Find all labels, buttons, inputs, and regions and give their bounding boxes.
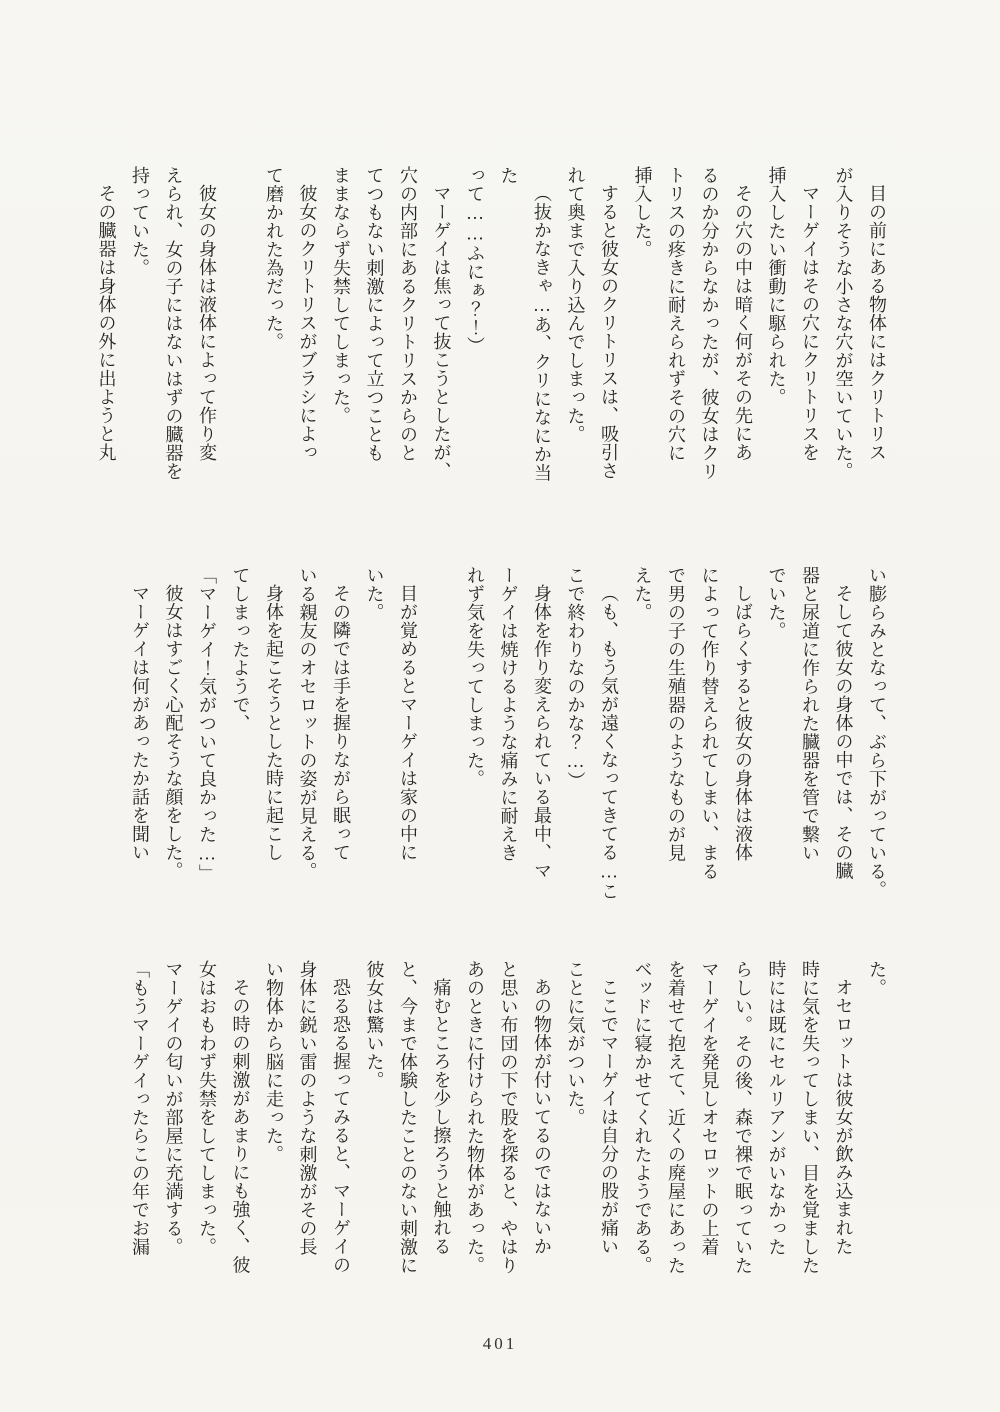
text-column: が入りそうな小さな穴が空いていた。 [833,166,854,481]
text-column: てしまったようで、 [230,566,251,733]
text-column: マーゲイは焦って抜こうとしたが、 [431,184,452,480]
text-column: マーゲイの匂いが部屋に充満する。 [163,960,184,1256]
text-column: によって作り替えられてしまい、まる [699,566,720,881]
text-column: いた。 [364,566,385,622]
text-column: た。 [867,960,887,997]
text-column: 身体を起こそうとした時に起こし [264,584,284,862]
text-band-bottom [121,960,893,1282]
text-column: 穴の内部にあるクリトリスからのと [398,166,418,462]
text-column: 彼女はすごく心配そうな顔をした。 [163,584,184,880]
text-column: と思い布団の下で股を探ると、やはり [498,960,519,1275]
text-column: あの物体が付いてるのではないか [532,978,552,1256]
text-column: その時の刺激があまりにも強く、彼 [230,978,251,1274]
text-column: （抜かなきゃ…あ、クリになにか当た [498,166,552,482]
blank-separator-column [424,566,458,904]
text-column: と、今まで体験したことのない刺激に [398,960,418,1275]
text-column: を着せて抱えて、近くの廃屋にあった [666,960,686,1275]
text-column: オセロットは彼女が飲み込まれた [833,978,854,1256]
text-band-middle [121,566,893,904]
text-column: てつもない刺激によって立つことも [364,166,385,462]
text-column: トリスの疼きに耐えられずその穴に [666,166,686,462]
text-column: 器と尿道に作られた臓器を管で繋い [800,566,820,862]
text-column: ベッドに寝かせてくれたようである。 [632,960,653,1275]
text-column: ことに気がついた。 [565,960,586,1127]
text-column: るのか分からなかったが、彼女はクリ [699,166,720,481]
text-column: あのときに付けられた物体があった。 [465,960,485,1275]
page-number: 401 [482,1334,518,1353]
blank-separator-column [223,166,257,488]
text-column: で男の子の生殖器のようなものが見 [666,566,686,862]
text-column: 恐る恐る握ってみると、マーゲイの [331,978,351,1274]
text-column: 挿入したい衝動に駆られた。 [766,166,787,407]
text-column: ここでマーゲイは自分の股が痛い [599,978,619,1256]
text-column: 挿入した。 [632,166,653,259]
text-column: 女はおもわず失禁をしてしまった。 [197,960,217,1256]
text-column: 持っていた。 [130,166,150,277]
text-column: れて奥まで入り込んでしまった。 [565,166,586,444]
text-column: 「もうマーゲイったらこの年でお漏 [130,960,150,1256]
text-column: らしい。その後、森で裸で眠っていた [733,960,753,1275]
text-column: （も、もう気が遠くなってきてる…こ [599,584,619,901]
text-column: って……ふにぁ？！） [465,166,485,355]
text-column: マーゲイを発見しオセロットの上着 [699,960,720,1256]
text-column: 目の前にある物体にはクリトリス [867,184,887,462]
text-column: て磨かれた為だった。 [264,166,284,351]
text-column: マーゲイは何があったか話を聞い [130,584,150,862]
text-column: でいた。 [766,566,787,640]
text-column: こで終わりなのかな？…） [565,566,586,790]
text-column: 目が覚めるとマーゲイは家の中に [398,584,418,862]
text-column: いる親友のオセロットの姿が見える。 [297,566,318,881]
text-column: 彼女の身体は液体によって作り変 [197,184,217,462]
text-column: い膨らみとなって、ぶら下がっている。 [867,566,887,899]
text-column: その臓器は身体の外に出ようと丸 [96,184,117,462]
text-column: その穴の中は暗く何がその先にあ [733,184,753,462]
text-column: 時に気を失ってしまい、目を覚ました [800,960,820,1275]
text-column: 「マーゲイ！気がついて良かった…」 [197,566,217,883]
text-column: 時には既にセルリアンがいなかった [766,960,787,1256]
text-column: えられ、女の子にはないはずの臓器を [163,166,184,481]
text-band-top [96,166,893,488]
text-column: えた。 [632,566,653,622]
text-column: 彼女は驚いた。 [364,960,385,1090]
text-column: ーゲイは焼けるような痛みに耐えき [498,566,519,862]
text-column: すると彼女のクリトリスは、吸引さ [599,184,619,480]
text-column: その隣では手を握りながら眠って [331,584,351,862]
text-column: マーゲイはその穴にクリトリスを [800,184,820,462]
text-column: そして彼女の身体の中では、その臓 [833,584,854,880]
text-column: しばらくすると彼女の身体は液体 [733,584,753,862]
text-column: 身体に鋭い雷のような刺激がその長 [297,960,318,1256]
text-column: 身体を作り変えられている最中、マ [532,584,552,880]
text-column: れず気を失ってしまった。 [465,566,485,788]
text-column: 彼女のクリトリスがブラシによっ [297,184,318,462]
text-column: 痛むところを少し擦ろうと触れる [431,978,452,1256]
text-column: ままならず失禁してしまった。 [331,166,351,425]
text-column: い物体から脳に走った。 [264,960,284,1164]
